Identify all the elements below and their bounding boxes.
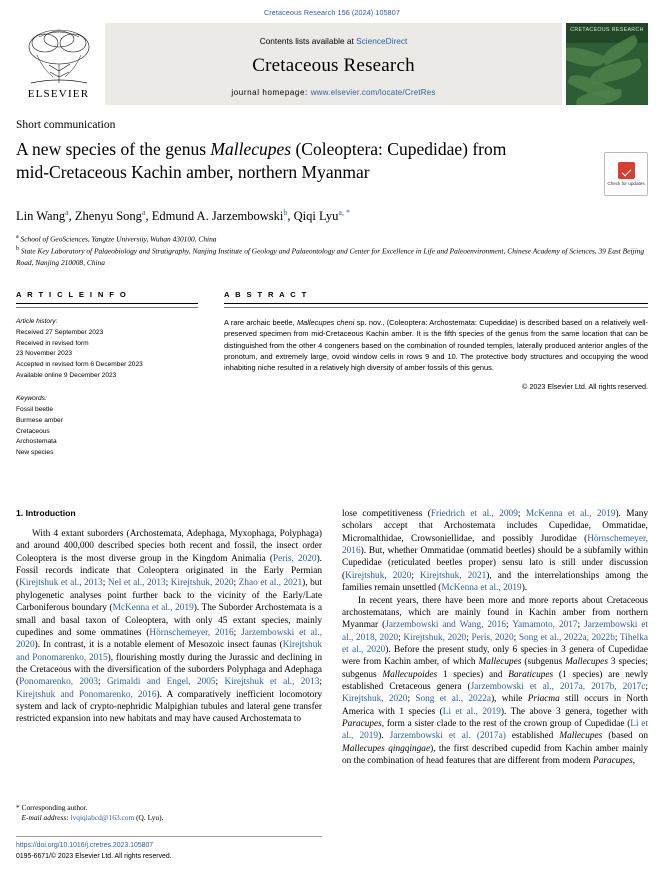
citation-link[interactable]: Li et al., 2019	[442, 706, 501, 717]
text-fragment: still occurs in North America with 1 species (	[342, 694, 648, 717]
author-name: Edmund A. Jarzembowski	[151, 209, 284, 224]
divider	[224, 307, 648, 308]
citation-link[interactable]: Kirejtshuk, 2020	[403, 632, 467, 643]
section-title: Introduction	[25, 508, 76, 518]
text-fragment: ;	[506, 620, 513, 631]
text-fragment: ;	[577, 620, 585, 631]
text-fragment: ). The above 3 genera, together with	[500, 706, 649, 717]
text-fragment: 1 species) and	[437, 669, 509, 680]
journal-cover-image	[566, 23, 648, 105]
email-note	[16, 813, 322, 824]
text-fragment: (1 species) are newly established Cretaceous genera (	[342, 669, 648, 693]
crossmark-badge[interactable]	[604, 152, 648, 196]
citation-link[interactable]: Ponomarenko, 2003	[19, 677, 99, 688]
leaf-shape	[575, 89, 622, 105]
citation-link[interactable]: Kirejtshuk, 2020	[345, 570, 412, 581]
affiliation-text: State Key Laboratory of Palaeobiology and Stratigraphy, Nanjing Institute of Geology and Palaeontology and Center for Excellence in Life and Paleoenvironment, Chinese Academy of Sciences, 39 East Beijing Road, Nanjing 210008, China	[16, 246, 645, 267]
body-columns	[16, 508, 648, 768]
text-fragment: With 4 extant suborders (Archostemata, Adephaga, Myxophaga, Polyphaga) and around 400,000 described species both recent and fossil, the insect order Coleoptera is the most diverse group in the Kingdom Animalia (	[16, 529, 322, 564]
text-fragment: (based on	[602, 731, 649, 742]
column-1-text	[16, 528, 322, 726]
citation-link[interactable]: Kirejtshuk and Ponomarenko, 2015	[16, 640, 322, 663]
history-item: Accepted in revised form 6 December 2023	[16, 360, 143, 368]
citation-link[interactable]: Jarzembowski et al., 2017a, 2017b, 2017c	[470, 682, 646, 693]
corresponding-author-note: * Corresponding author.	[16, 802, 88, 812]
text-fragment: ;	[102, 578, 108, 589]
citation-link[interactable]: Peris, 2020	[471, 632, 514, 643]
author-list: Lin Wang$^a$, Zhenyu Song$^a$, Edmund A. Jarzembowski$^b$, Qiqi Lyu$^{a, *}$	[16, 208, 350, 224]
paragraph	[342, 508, 648, 595]
affiliation-item	[16, 233, 648, 245]
taxon-name: Mallecupes	[565, 657, 608, 668]
text-fragment: ). Many scholars accept that Archostemata includes Cupedidae, Ommatidae, Micromalthidae, Crowsoniellidae, and possibly Jurodidae (	[342, 509, 648, 544]
article-info-heading: A R T I C L E I N F O	[16, 290, 128, 300]
email-address[interactable]: lvqiqiabcd@163.com	[70, 813, 135, 823]
text-fragment: ). Before the present study, only 6 species in 3 genera of Cupedidae were from Kachin amber, of which	[342, 644, 649, 668]
divider	[16, 836, 322, 837]
footnote-block	[16, 803, 322, 824]
author-affil-marker: b	[283, 208, 288, 217]
citation-link[interactable]: Kirejtshuk et al., 2013	[19, 578, 103, 589]
text-fragment: ;	[165, 578, 171, 589]
text-fragment: ), but phylogenetic analyses point further back to the vicinity of the Early/Late Carboniferous boundary (	[16, 578, 322, 614]
cover-title: CRETACEOUS RESEARCH	[566, 23, 648, 43]
author-name: Qiqi Lyu	[293, 209, 339, 224]
citation-link[interactable]: Jarzembowski et al. (2017a)	[389, 731, 506, 742]
title-part-b: (Coleoptera: Cupedidae) from	[291, 139, 507, 159]
citation-link[interactable]: Hörnschemeyer, 2016	[149, 627, 234, 638]
abstract-copyright: © 2023 Elsevier Ltd. All rights reserved.	[522, 381, 648, 391]
text-fragment: ;	[98, 677, 107, 688]
citation-link[interactable]: Grimaldi and Engel, 2005	[106, 677, 216, 688]
text-fragment: ;	[517, 509, 526, 519]
text-fragment: ;	[215, 677, 225, 688]
taxon-name: Mallecupes	[478, 657, 522, 668]
citation-link[interactable]: Jarzembowski et al., 2020	[16, 627, 322, 651]
history-item: Received in revised form	[16, 339, 89, 347]
abstract-column	[224, 290, 648, 458]
text-fragment: ). In contrast, it is a notable element of Mesozoic insect faunas (	[34, 640, 283, 651]
text-fragment: In recent years, there have been more and more reports about Cretaceous archostematans, which are mainly found in Kachin amber from northern Myanmar (	[342, 595, 648, 631]
text-fragment: lose competitiveness (	[342, 509, 431, 519]
elsevier-tree-icon	[19, 25, 99, 87]
text-fragment: ;	[614, 632, 620, 643]
abstract-fragment: sp. nov., (Coleoptera: Archostemata: Cupedidae) is described based on a relatively well-preserved specimen from mid-Cretaceous Kachin amber. It is the fifth species of the genus from the same location that can be distinguished from the other 4 congeners based on the combination of rounded temples, laterally produced anterior angles of the pronotum, and extremely large, ovoid window cells in rows 9 and 10. The protective body structures and occupying the wood inhabiting niche resulted in a relatively high diversity of amber fossils of this genus.	[224, 318, 648, 372]
text-fragment: 3 species; subgenus	[342, 657, 648, 680]
citation-link[interactable]: Zhao et al., 2021	[238, 578, 303, 589]
issn-copyright: 0195-6671/© 2023 Elsevier Ltd. All rights reserved.	[16, 852, 172, 860]
taxon-name: Mallecupes	[559, 731, 603, 742]
email-label: E-mail address:	[21, 813, 69, 823]
title-genus: Mallecupes	[210, 139, 292, 159]
citation-link[interactable]: Kirejtshuk, 2020	[342, 694, 408, 705]
abstract-text	[224, 317, 648, 373]
page-footer	[16, 836, 416, 862]
abstract-species-name: Mallecupes cheni	[297, 318, 355, 328]
running-head: Cretaceous Research 156 (2024) 105807	[264, 8, 400, 17]
body-column-left	[16, 508, 322, 768]
keyword-item: Cretaceous	[16, 427, 50, 435]
text-fragment: ). Fossil records indicate that Coleoptera originated in the Early Permian (	[16, 553, 322, 589]
citation-link[interactable]: McKenna et al., 2019	[525, 509, 616, 519]
keyword-item: New species	[16, 449, 54, 457]
text-fragment: ;	[407, 694, 416, 705]
paragraph	[16, 528, 322, 726]
history-label: Article history:	[16, 318, 58, 326]
text-fragment: ). A comparatively inefficient locomotory system and lack of crypto-nephridic Malpighian tubules and lateral gene transfer restricted expansion into new habitats and may have caused Archostemata to	[16, 689, 322, 725]
divider	[16, 307, 198, 308]
citation-link[interactable]: Yamamoto, 2017	[512, 620, 578, 631]
text-fragment: ), and the interrelationships among the families remain unsettled (	[342, 570, 648, 594]
author-affil-marker: a	[65, 208, 69, 217]
citation-link[interactable]: Song et al., 2022a, 2022b	[518, 632, 615, 643]
leaf-shape	[566, 43, 605, 72]
history-item: Available online 9 December 2023	[16, 371, 117, 379]
citation-link[interactable]: Kirejtshuk, 2020	[170, 578, 234, 589]
text-fragment: ;	[398, 632, 404, 643]
citation-link[interactable]: Kirejtshuk, 2021	[420, 570, 487, 581]
citation-link[interactable]: Friedrich et al., 2009	[430, 509, 518, 519]
contents-line	[260, 36, 408, 46]
text-fragment: ). The Suborder Archostemata is a small and basal taxon of Coleoptera, with only 45 extant species, mainly cupedines and some ommatines (	[16, 603, 322, 638]
citation-link[interactable]: McKenna et al., 2019	[112, 603, 194, 614]
article-type: Short communication	[16, 119, 116, 131]
history-item: 23 November 2023	[16, 350, 73, 358]
contents-prefix: Contents lists available at	[259, 35, 354, 46]
text-fragment: ;	[319, 677, 322, 688]
keyword-item: Fossil beetle	[16, 406, 54, 414]
title-row	[16, 138, 648, 196]
affiliation-text: School of GeoSciences, Yangtze University, Wuhan 430100, China	[20, 234, 217, 244]
keyword-item: Burmese amber	[16, 417, 63, 424]
text-fragment: , form a sister clade to the rest of the crown group of Cupedidae (	[381, 719, 631, 730]
article-history	[16, 317, 198, 381]
info-abstract-block	[16, 290, 648, 458]
sciencedirect-link[interactable]: ScienceDirect	[356, 35, 408, 46]
history-item: Received 27 September 2023	[16, 328, 104, 336]
text-fragment: ), while	[491, 694, 528, 705]
abstract-heading: A B S T R A C T	[224, 290, 309, 300]
taxon-name: Baraticupes	[508, 669, 554, 680]
text-fragment: established	[505, 731, 560, 742]
author-affil-marker: a, *	[338, 208, 350, 217]
section-number: 1.	[16, 508, 24, 518]
homepage-line	[231, 88, 435, 97]
journal-title: Cretaceous Research	[252, 54, 415, 76]
citation-link[interactable]: Jarzembowski and Wang, 2016	[385, 620, 507, 631]
text-fragment: ;	[411, 570, 420, 581]
text-fragment: ;	[645, 682, 648, 693]
taxon-name: Paracupes	[342, 719, 382, 730]
text-fragment: ;	[513, 632, 519, 643]
author-name: Lin Wang	[16, 209, 66, 224]
crossmark-label: Check for updates	[607, 180, 645, 186]
citation-link[interactable]: Hörnschemeyer, 2016	[342, 533, 648, 557]
email-owner: (Q. Lyu).	[136, 813, 164, 823]
section-heading	[16, 508, 322, 518]
publisher-name: ELSEVIER	[27, 88, 90, 100]
citation-link[interactable]: Nel et al., 2013	[107, 578, 166, 589]
divider	[16, 303, 198, 304]
author-name: Zhenyu Song	[74, 209, 142, 224]
taxon-name: Mallecupoides	[382, 669, 438, 680]
divider	[224, 303, 648, 304]
homepage-url[interactable]: www.elsevier.com/locate/CretRes	[310, 87, 436, 97]
taxon-name: Priacma	[527, 694, 560, 705]
keyword-item: Archostemata	[16, 438, 57, 446]
doi-link[interactable]: https://doi.org/10.1016/j.cretres.2023.105807	[16, 842, 154, 850]
citation-link[interactable]: Tihelka et al., 2020	[342, 632, 648, 655]
taxon-name: Mallecupes qingqingae	[342, 743, 431, 754]
text-fragment: ).	[521, 583, 528, 594]
publisher-logo	[16, 23, 101, 105]
page-title	[16, 138, 604, 184]
title-line-2: mid-Cretaceous Kachin amber, northern Myanmar	[16, 162, 370, 183]
keywords-label: Keywords:	[16, 395, 47, 403]
column-2-text	[342, 508, 648, 768]
citation-link[interactable]: Song et al., 2022a	[415, 694, 492, 705]
affiliation-marker: b	[16, 246, 19, 253]
paragraph	[342, 595, 648, 768]
text-fragment: ;	[233, 578, 239, 589]
text-fragment: ;	[466, 632, 472, 643]
citation-link[interactable]: Kirejtshuk et al., 2013	[224, 677, 320, 688]
affiliation-list	[16, 233, 648, 268]
citation-link[interactable]: McKenna et al., 2019	[441, 583, 522, 594]
affiliation-item	[16, 245, 648, 268]
citation-link[interactable]: Kirejtshuk and Ponomarenko, 2016	[16, 689, 157, 700]
text-fragment: (subgenus	[521, 657, 566, 668]
text-fragment: ), flourishing mostly during the Jurassic and declining in the Cretaceous with the diversification of the suborders Polyphaga and Adephaga (	[16, 652, 322, 688]
article-info-column	[16, 290, 198, 458]
abstract-fragment: A rare archaic beetle,	[224, 318, 297, 328]
masthead-center	[105, 23, 562, 105]
homepage-label: journal homepage:	[231, 87, 308, 97]
text-fragment: ;	[233, 627, 242, 638]
check-icon	[618, 162, 635, 179]
title-part-a: A new species of the genus	[16, 139, 211, 159]
citation-link[interactable]: Jarzembowski et al., 2018, 2020	[342, 620, 649, 643]
journal-masthead	[16, 23, 648, 105]
text-fragment: ), the first described cupedid from Kachin amber mainly on the combination of head features that are different from modern	[342, 743, 648, 767]
citation-link[interactable]: Peris, 2020	[272, 553, 317, 564]
keywords-list	[16, 405, 198, 458]
author-affil-marker: a	[141, 208, 146, 217]
body-column-right	[342, 508, 648, 768]
text-fragment: ).	[378, 731, 390, 742]
text-fragment: ,	[632, 756, 636, 767]
citation-link[interactable]: Li et al., 2019	[342, 719, 648, 742]
taxon-name: Paracupes	[593, 756, 633, 767]
affiliation-marker: a	[16, 234, 19, 241]
text-fragment: ). But, whether Ommatidae (ommatid beetles) should be a subfamily within Cupedidae (reticulated beetles proper) sensu lato is still under discussion (	[342, 546, 648, 581]
